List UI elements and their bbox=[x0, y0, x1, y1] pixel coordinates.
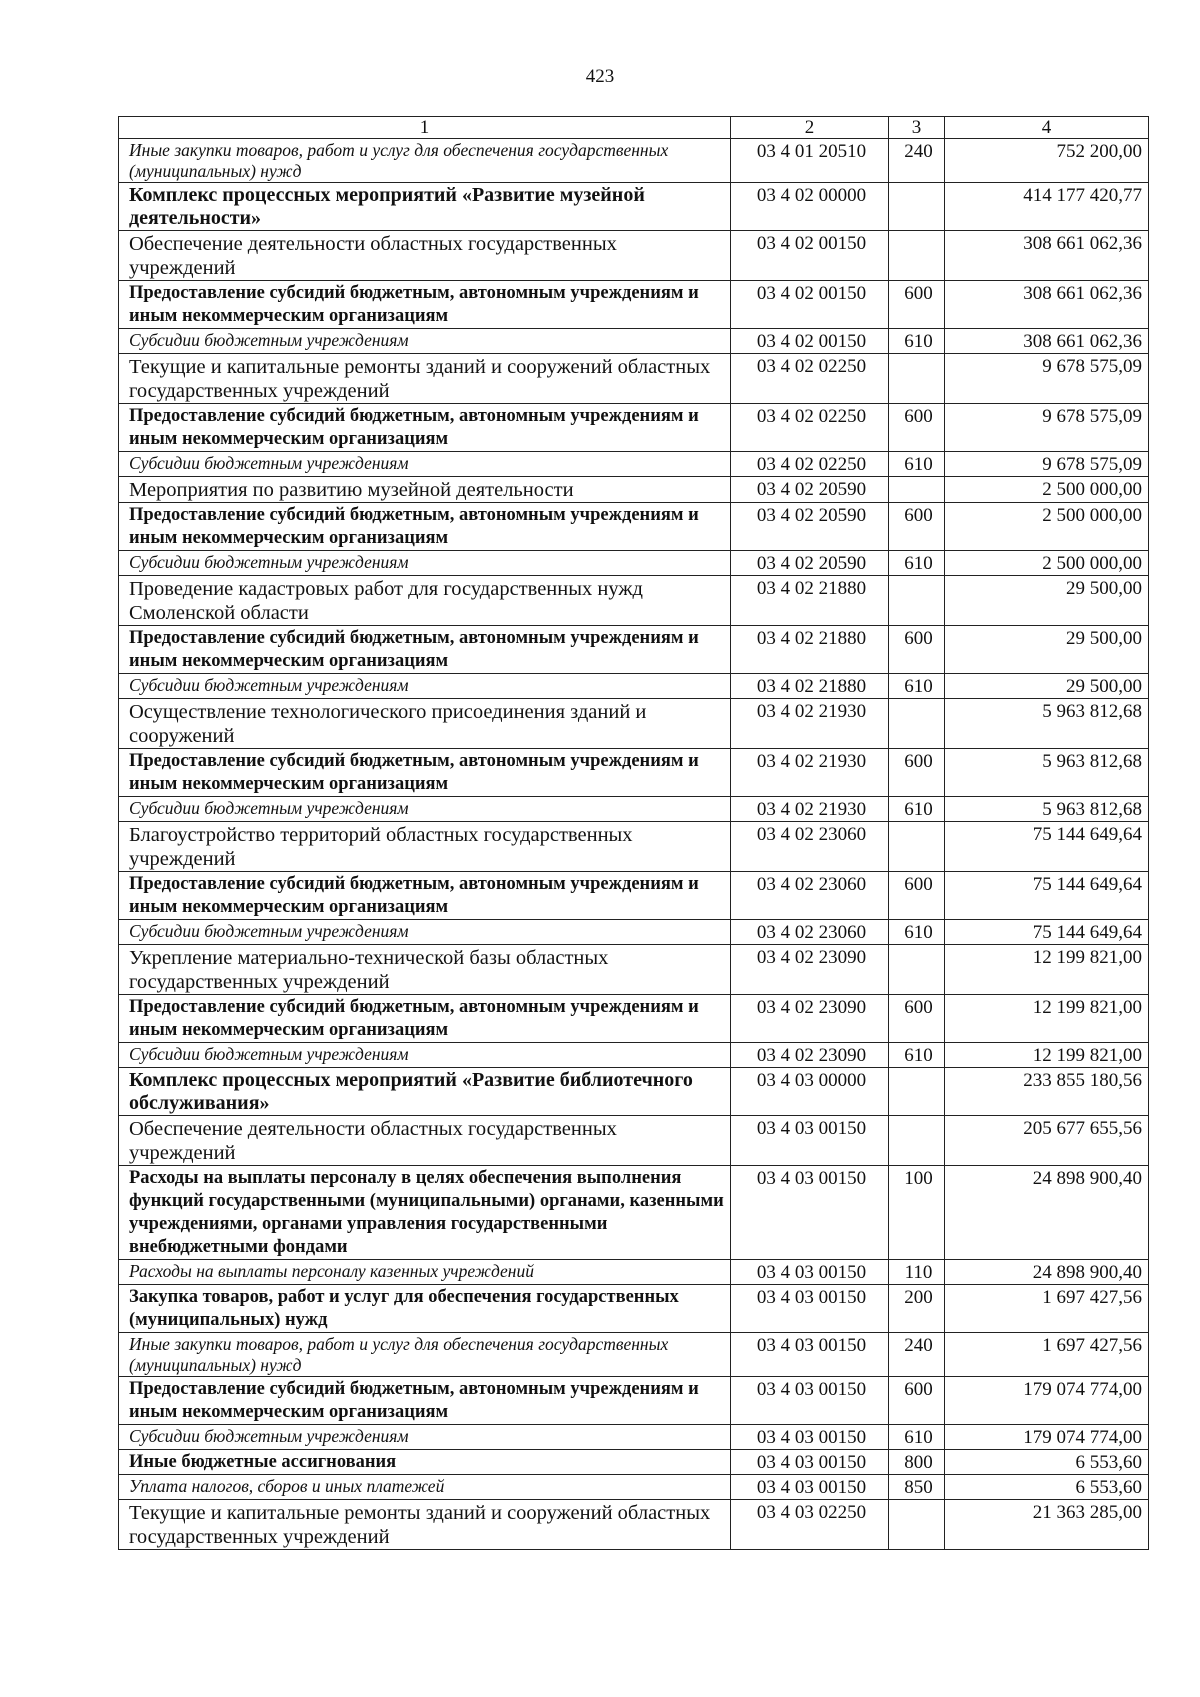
header-col-expense-type: 3 bbox=[889, 117, 945, 139]
row-name-cell: Предоставление субсидий бюджетным, автономным учреждениям и иным некоммерческим организациям bbox=[119, 995, 731, 1043]
row-sum-cell: 9 678 575,09 bbox=[945, 354, 1149, 404]
row-expense-type-cell: 610 bbox=[889, 797, 945, 822]
row-expense-type-cell bbox=[889, 183, 945, 231]
table-row bbox=[119, 920, 1149, 945]
table-row bbox=[119, 477, 1149, 503]
row-code-cell: 03 4 03 00150 bbox=[731, 1475, 889, 1500]
row-code-cell: 03 4 02 02250 bbox=[731, 404, 889, 452]
row-code-cell: 03 4 03 00150 bbox=[731, 1116, 889, 1166]
table-row bbox=[119, 503, 1149, 551]
table-row bbox=[119, 749, 1149, 797]
row-expense-type-cell: 600 bbox=[889, 872, 945, 920]
row-code-cell: 03 4 03 00150 bbox=[731, 1377, 889, 1425]
row-sum-cell: 12 199 821,00 bbox=[945, 995, 1149, 1043]
row-expense-type-cell bbox=[889, 354, 945, 404]
header-col-name: 1 bbox=[119, 117, 731, 139]
row-expense-type-cell bbox=[889, 945, 945, 995]
row-sum-cell: 9 678 575,09 bbox=[945, 404, 1149, 452]
row-name-cell: Субсидии бюджетным учреждениям bbox=[119, 1425, 731, 1450]
row-expense-type-cell: 200 bbox=[889, 1285, 945, 1333]
table-row bbox=[119, 452, 1149, 477]
table-row bbox=[119, 1425, 1149, 1450]
row-code-cell: 03 4 03 00150 bbox=[731, 1260, 889, 1285]
row-expense-type-cell: 600 bbox=[889, 503, 945, 551]
row-code-cell: 03 4 02 00150 bbox=[731, 231, 889, 281]
row-name-cell: Субсидии бюджетным учреждениям bbox=[119, 920, 731, 945]
table-row bbox=[119, 945, 1149, 995]
table-row bbox=[119, 139, 1149, 183]
row-name-cell: Благоустройство территорий областных государственных учреждений bbox=[119, 822, 731, 872]
row-sum-cell: 752 200,00 bbox=[945, 139, 1149, 183]
row-name-cell: Иные закупки товаров, работ и услуг для обеспечения государственных (муниципальных) нужд bbox=[119, 139, 731, 183]
row-code-cell: 03 4 02 21880 bbox=[731, 674, 889, 699]
row-sum-cell: 21 363 285,00 bbox=[945, 1500, 1149, 1550]
row-expense-type-cell: 850 bbox=[889, 1475, 945, 1500]
row-code-cell: 03 4 02 00150 bbox=[731, 329, 889, 354]
table-row bbox=[119, 1043, 1149, 1068]
row-sum-cell: 75 144 649,64 bbox=[945, 822, 1149, 872]
row-sum-cell: 5 963 812,68 bbox=[945, 699, 1149, 749]
row-code-cell: 03 4 02 21930 bbox=[731, 749, 889, 797]
row-sum-cell: 24 898 900,40 bbox=[945, 1166, 1149, 1260]
table-row bbox=[119, 183, 1149, 231]
row-expense-type-cell bbox=[889, 1068, 945, 1116]
row-code-cell: 03 4 02 23090 bbox=[731, 945, 889, 995]
row-code-cell: 03 4 02 21930 bbox=[731, 699, 889, 749]
table-row bbox=[119, 872, 1149, 920]
row-code-cell: 03 4 02 20590 bbox=[731, 503, 889, 551]
table-row bbox=[119, 404, 1149, 452]
row-name-cell: Предоставление субсидий бюджетным, автономным учреждениям и иным некоммерческим организациям bbox=[119, 503, 731, 551]
table-row bbox=[119, 576, 1149, 626]
table-row bbox=[119, 1166, 1149, 1260]
header-col-code: 2 bbox=[731, 117, 889, 139]
row-sum-cell: 1 697 427,56 bbox=[945, 1285, 1149, 1333]
row-name-cell: Мероприятия по развитию музейной деятельности bbox=[119, 477, 731, 503]
row-expense-type-cell: 610 bbox=[889, 920, 945, 945]
row-code-cell: 03 4 03 00150 bbox=[731, 1166, 889, 1260]
row-expense-type-cell bbox=[889, 1500, 945, 1550]
row-name-cell: Проведение кадастровых работ для государственных нужд Смоленской области bbox=[119, 576, 731, 626]
row-sum-cell: 5 963 812,68 bbox=[945, 749, 1149, 797]
row-sum-cell: 2 500 000,00 bbox=[945, 503, 1149, 551]
row-code-cell: 03 4 02 00000 bbox=[731, 183, 889, 231]
row-sum-cell: 233 855 180,56 bbox=[945, 1068, 1149, 1116]
row-expense-type-cell: 610 bbox=[889, 1425, 945, 1450]
row-sum-cell: 308 661 062,36 bbox=[945, 231, 1149, 281]
row-sum-cell: 24 898 900,40 bbox=[945, 1260, 1149, 1285]
row-name-cell: Предоставление субсидий бюджетным, автономным учреждениям и иным некоммерческим организациям bbox=[119, 872, 731, 920]
row-code-cell: 03 4 02 21930 bbox=[731, 797, 889, 822]
row-sum-cell: 2 500 000,00 bbox=[945, 551, 1149, 576]
table-row bbox=[119, 1450, 1149, 1475]
row-expense-type-cell bbox=[889, 822, 945, 872]
row-sum-cell: 414 177 420,77 bbox=[945, 183, 1149, 231]
row-expense-type-cell: 610 bbox=[889, 674, 945, 699]
row-name-cell: Уплата налогов, сборов и иных платежей bbox=[119, 1475, 731, 1500]
row-code-cell: 03 4 02 20590 bbox=[731, 477, 889, 503]
row-code-cell: 03 4 03 00150 bbox=[731, 1333, 889, 1377]
row-code-cell: 03 4 02 23060 bbox=[731, 822, 889, 872]
table-row bbox=[119, 797, 1149, 822]
row-expense-type-cell: 610 bbox=[889, 329, 945, 354]
row-name-cell: Предоставление субсидий бюджетным, автономным учреждениям и иным некоммерческим организациям bbox=[119, 626, 731, 674]
row-code-cell: 03 4 02 02250 bbox=[731, 452, 889, 477]
row-name-cell: Осуществление технологического присоединения зданий и сооружений bbox=[119, 699, 731, 749]
table-row bbox=[119, 551, 1149, 576]
row-code-cell: 03 4 02 21880 bbox=[731, 626, 889, 674]
row-sum-cell: 1 697 427,56 bbox=[945, 1333, 1149, 1377]
row-name-cell: Текущие и капитальные ремонты зданий и сооружений областных государственных учреждений bbox=[119, 354, 731, 404]
row-name-cell: Субсидии бюджетным учреждениям bbox=[119, 329, 731, 354]
row-expense-type-cell: 600 bbox=[889, 749, 945, 797]
row-name-cell: Предоставление субсидий бюджетным, автономным учреждениям и иным некоммерческим организациям bbox=[119, 404, 731, 452]
row-code-cell: 03 4 02 23060 bbox=[731, 920, 889, 945]
row-sum-cell: 29 500,00 bbox=[945, 626, 1149, 674]
row-name-cell: Комплекс процессных мероприятий «Развитие библиотечного обслуживания» bbox=[119, 1068, 731, 1116]
table-row bbox=[119, 1500, 1149, 1550]
table-row bbox=[119, 1475, 1149, 1500]
row-name-cell: Укрепление материально-технической базы областных государственных учреждений bbox=[119, 945, 731, 995]
row-code-cell: 03 4 03 00150 bbox=[731, 1285, 889, 1333]
row-expense-type-cell bbox=[889, 231, 945, 281]
row-sum-cell: 308 661 062,36 bbox=[945, 329, 1149, 354]
table-row bbox=[119, 674, 1149, 699]
table-row bbox=[119, 626, 1149, 674]
row-name-cell: Обеспечение деятельности областных государственных учреждений bbox=[119, 1116, 731, 1166]
budget-table bbox=[118, 116, 1149, 1550]
row-code-cell: 03 4 02 23090 bbox=[731, 995, 889, 1043]
row-sum-cell: 29 500,00 bbox=[945, 674, 1149, 699]
row-name-cell: Закупка товаров, работ и услуг для обеспечения государственных (муниципальных) нужд bbox=[119, 1285, 731, 1333]
row-expense-type-cell: 610 bbox=[889, 452, 945, 477]
row-sum-cell: 2 500 000,00 bbox=[945, 477, 1149, 503]
row-expense-type-cell: 600 bbox=[889, 281, 945, 329]
row-expense-type-cell: 600 bbox=[889, 1377, 945, 1425]
row-sum-cell: 6 553,60 bbox=[945, 1475, 1149, 1500]
table-row bbox=[119, 329, 1149, 354]
row-name-cell: Комплекс процессных мероприятий «Развитие музейной деятельности» bbox=[119, 183, 731, 231]
row-sum-cell: 75 144 649,64 bbox=[945, 920, 1149, 945]
row-sum-cell: 179 074 774,00 bbox=[945, 1377, 1149, 1425]
row-sum-cell: 179 074 774,00 bbox=[945, 1425, 1149, 1450]
row-name-cell: Субсидии бюджетным учреждениям bbox=[119, 797, 731, 822]
table-row bbox=[119, 822, 1149, 872]
table-header-row bbox=[119, 117, 1149, 139]
row-sum-cell: 29 500,00 bbox=[945, 576, 1149, 626]
row-name-cell: Субсидии бюджетным учреждениям bbox=[119, 1043, 731, 1068]
row-name-cell: Субсидии бюджетным учреждениям bbox=[119, 452, 731, 477]
row-expense-type-cell bbox=[889, 1116, 945, 1166]
table-row bbox=[119, 1285, 1149, 1333]
row-sum-cell: 9 678 575,09 bbox=[945, 452, 1149, 477]
row-expense-type-cell: 100 bbox=[889, 1166, 945, 1260]
row-code-cell: 03 4 02 00150 bbox=[731, 281, 889, 329]
row-expense-type-cell: 600 bbox=[889, 995, 945, 1043]
row-expense-type-cell bbox=[889, 477, 945, 503]
row-expense-type-cell bbox=[889, 576, 945, 626]
row-name-cell: Расходы на выплаты персоналу в целях обеспечения выполнения функций государственными (муниципальными) органами, казенными учреждениями, органами управления государственными внебюджетными фондами bbox=[119, 1166, 731, 1260]
row-sum-cell: 12 199 821,00 bbox=[945, 1043, 1149, 1068]
row-sum-cell: 75 144 649,64 bbox=[945, 872, 1149, 920]
row-code-cell: 03 4 03 00000 bbox=[731, 1068, 889, 1116]
row-expense-type-cell: 110 bbox=[889, 1260, 945, 1285]
row-expense-type-cell: 610 bbox=[889, 551, 945, 576]
row-code-cell: 03 4 03 00150 bbox=[731, 1450, 889, 1475]
row-code-cell: 03 4 02 21880 bbox=[731, 576, 889, 626]
header-col-sum: 4 bbox=[945, 117, 1149, 139]
page-number: 423 bbox=[585, 66, 615, 87]
row-expense-type-cell: 800 bbox=[889, 1450, 945, 1475]
row-name-cell: Предоставление субсидий бюджетным, автономным учреждениям и иным некоммерческим организациям bbox=[119, 749, 731, 797]
table-row bbox=[119, 1377, 1149, 1425]
row-expense-type-cell: 600 bbox=[889, 626, 945, 674]
table-row bbox=[119, 1333, 1149, 1377]
row-code-cell: 03 4 02 23090 bbox=[731, 1043, 889, 1068]
row-name-cell: Предоставление субсидий бюджетным, автономным учреждениям и иным некоммерческим организациям bbox=[119, 1377, 731, 1425]
row-name-cell: Субсидии бюджетным учреждениям bbox=[119, 674, 731, 699]
row-name-cell: Субсидии бюджетным учреждениям bbox=[119, 551, 731, 576]
row-code-cell: 03 4 02 20590 bbox=[731, 551, 889, 576]
row-expense-type-cell: 610 bbox=[889, 1043, 945, 1068]
table-row bbox=[119, 995, 1149, 1043]
row-expense-type-cell: 240 bbox=[889, 139, 945, 183]
row-sum-cell: 205 677 655,56 bbox=[945, 1116, 1149, 1166]
row-code-cell: 03 4 02 23060 bbox=[731, 872, 889, 920]
row-name-cell: Иные бюджетные ассигнования bbox=[119, 1450, 731, 1475]
row-code-cell: 03 4 01 20510 bbox=[731, 139, 889, 183]
row-expense-type-cell: 600 bbox=[889, 404, 945, 452]
table-row bbox=[119, 231, 1149, 281]
row-name-cell: Текущие и капитальные ремонты зданий и сооружений областных государственных учреждений bbox=[119, 1500, 731, 1550]
table-row bbox=[119, 1068, 1149, 1116]
table-row bbox=[119, 1116, 1149, 1166]
row-sum-cell: 5 963 812,68 bbox=[945, 797, 1149, 822]
row-expense-type-cell bbox=[889, 699, 945, 749]
table-row bbox=[119, 1260, 1149, 1285]
row-sum-cell: 6 553,60 bbox=[945, 1450, 1149, 1475]
row-name-cell: Предоставление субсидий бюджетным, автономным учреждениям и иным некоммерческим организациям bbox=[119, 281, 731, 329]
row-name-cell: Иные закупки товаров, работ и услуг для обеспечения государственных (муниципальных) нужд bbox=[119, 1333, 731, 1377]
row-sum-cell: 12 199 821,00 bbox=[945, 945, 1149, 995]
row-expense-type-cell: 240 bbox=[889, 1333, 945, 1377]
row-code-cell: 03 4 03 02250 bbox=[731, 1500, 889, 1550]
row-sum-cell: 308 661 062,36 bbox=[945, 281, 1149, 329]
table-row bbox=[119, 281, 1149, 329]
table-row bbox=[119, 354, 1149, 404]
row-code-cell: 03 4 02 02250 bbox=[731, 354, 889, 404]
row-name-cell: Обеспечение деятельности областных государственных учреждений bbox=[119, 231, 731, 281]
row-name-cell: Расходы на выплаты персоналу казенных учреждений bbox=[119, 1260, 731, 1285]
table-body bbox=[119, 139, 1149, 1550]
row-code-cell: 03 4 03 00150 bbox=[731, 1425, 889, 1450]
table-row bbox=[119, 699, 1149, 749]
